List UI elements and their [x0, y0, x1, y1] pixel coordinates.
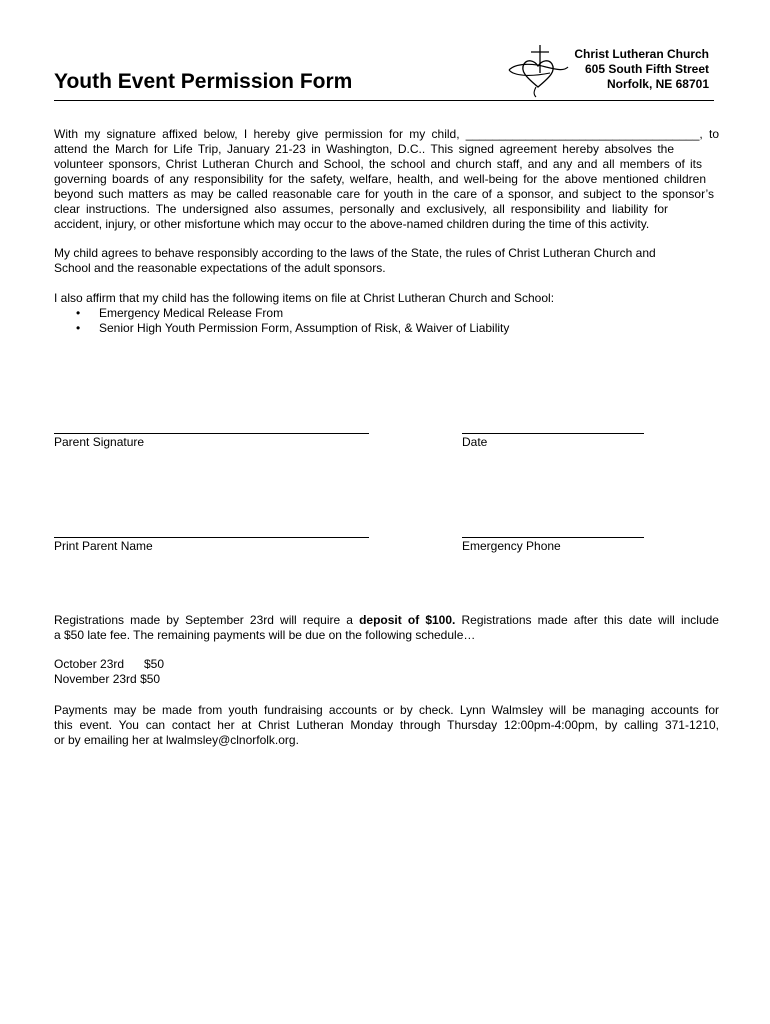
- payments-line: this event. You can contact her at Christ Lutheran Monday through Thursday 12:00pm-4:00pm, by calling 371-1210,: [54, 718, 719, 732]
- paragraph-line: School and the reasonable expectations of the adult sponsors.: [54, 261, 386, 275]
- schedule-row: [54, 657, 164, 672]
- parent-signature-line[interactable]: [54, 433, 369, 434]
- registration-line: a $50 late fee. The remaining payments will be due on the following schedule…: [54, 628, 476, 642]
- list-item: [54, 306, 509, 321]
- church-name: Christ Lutheran Church: [574, 47, 709, 61]
- schedule-date: October 23rd: [54, 657, 125, 671]
- emergency-phone-label: Emergency Phone: [462, 539, 561, 553]
- date-label: Date: [462, 435, 488, 449]
- behavior-paragraph: [54, 246, 719, 276]
- registration-text: Registrations made after this date will include: [455, 613, 719, 627]
- registration-paragraph: [54, 613, 719, 643]
- paragraph-line: With my signature affixed below, I hereby give permission for my child, ___________________________________, to: [54, 127, 719, 141]
- church-address-block: [574, 47, 709, 92]
- schedule-amount: $50: [144, 657, 165, 671]
- payments-line: Payments may be made from youth fundraising accounts or by check. Lynn Walmsley will be managing accounts for: [54, 703, 719, 717]
- emergency-phone-line[interactable]: [462, 537, 644, 538]
- print-parent-name-line[interactable]: [54, 537, 369, 538]
- schedule-date: November 23rd: [54, 672, 137, 686]
- print-parent-name-label: Print Parent Name: [54, 539, 153, 553]
- schedule-amount: $50: [140, 672, 161, 686]
- list-item-label: Emergency Medical Release From: [99, 306, 284, 320]
- church-city: Norfolk, NE 68701: [606, 77, 709, 91]
- on-file-list: [54, 306, 509, 336]
- page-title: Youth Event Permission Form: [54, 70, 353, 93]
- payments-paragraph: [54, 703, 719, 748]
- list-item-label: Senior High Youth Permission Form, Assumption of Risk, & Waiver of Liability: [99, 321, 510, 335]
- registration-text: Registrations made by September 23rd will require a: [54, 613, 360, 627]
- schedule-row: [54, 672, 164, 687]
- date-line[interactable]: [462, 433, 644, 434]
- list-item: [54, 321, 509, 336]
- permission-paragraph: [54, 127, 719, 232]
- paragraph-line: governing boards of any responsibility for the safety, welfare, health, and well-being for the above mentioned children: [54, 172, 706, 186]
- registration-line: [54, 613, 719, 628]
- paragraph-line: clear instructions. The undersigned also assumes, personally and exclusively, all responsibility and liability for: [54, 202, 668, 216]
- deposit-amount: deposit of $100.: [359, 613, 456, 627]
- cross-heart-logo-icon: [506, 43, 570, 99]
- affirm-intro: I also affirm that my child has the following items on file at Christ Lutheran Church and School:: [54, 291, 555, 305]
- bullet-icon: •: [76, 306, 81, 320]
- church-street: 605 South Fifth Street: [584, 62, 709, 76]
- affirm-paragraph: [54, 291, 719, 306]
- paragraph-line: volunteer sponsors, Christ Lutheran Church and School, the school and church staff, and any and all members of its: [54, 157, 702, 171]
- paragraph-line: accident, injury, or other misfortune which may occur to the above-named children during the time of this activity.: [54, 217, 650, 231]
- payments-line: or by emailing her at lwalmsley@clnorfolk.org.: [54, 733, 299, 747]
- bullet-icon: •: [76, 321, 81, 335]
- paragraph-line: attend the March for Life Trip, January 21-23 in Washington, D.C.. This signed agreement hereby absolves the: [54, 142, 674, 156]
- parent-signature-label: Parent Signature: [54, 435, 145, 449]
- payment-schedule: [54, 657, 164, 687]
- header-divider: [54, 100, 714, 101]
- paragraph-line: beyond such matters as may be called reasonable care for youth in the care of a sponsor, and subject to the sponsor’s: [54, 187, 714, 201]
- paragraph-line: My child agrees to behave responsibly according to the laws of the State, the rules of Christ Lutheran Church and: [54, 246, 656, 260]
